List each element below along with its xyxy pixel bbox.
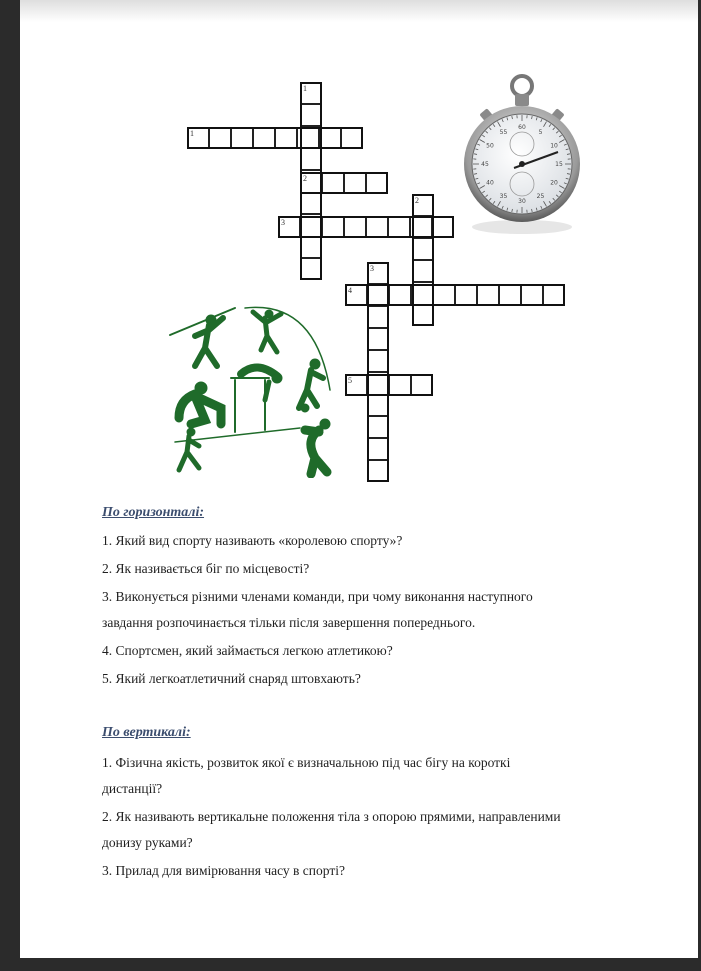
- stopwatch-numeral: 25: [536, 193, 545, 201]
- crossword-cell[interactable]: [231, 127, 253, 149]
- crossword-cell[interactable]: [367, 438, 389, 460]
- crossword-cell[interactable]: [410, 216, 432, 238]
- athletes-illustration: [165, 300, 335, 478]
- crossword-cell[interactable]: [319, 127, 341, 149]
- crossword-cell[interactable]: [521, 284, 543, 306]
- stopwatch-image: [456, 72, 586, 237]
- document-page: [20, 0, 698, 958]
- horizontal-clue-4: 4. Спортсмен, який займається легкою атлетикою?: [102, 643, 393, 658]
- stopwatch-numeral: 40: [486, 179, 494, 187]
- crossword-cell[interactable]: [412, 260, 434, 282]
- crossword-cell[interactable]: [477, 284, 499, 306]
- crossword-cell[interactable]: [367, 284, 389, 306]
- horizontal-clue-1: 1. Який вид спорту називають «королевою спорту»?: [102, 533, 403, 548]
- crossword-cell[interactable]: [344, 172, 366, 194]
- horizontal-clue-3-cont: завдання розпочинається тільки після завершення попереднього.: [102, 615, 476, 630]
- crossword-cell[interactable]: [455, 284, 477, 306]
- crossword-cell[interactable]: [433, 284, 455, 306]
- crossword-cell[interactable]: [322, 216, 344, 238]
- stopwatch-numeral: 45: [481, 161, 489, 168]
- discus-thrower-figure: [301, 404, 330, 474]
- page-top-shadow: [20, 0, 698, 22]
- crossword-cell[interactable]: [499, 284, 521, 306]
- crossword-number-h4: 4: [348, 286, 352, 295]
- crossword-cell[interactable]: [300, 148, 322, 170]
- crossword-number-h1: 1: [190, 129, 194, 138]
- horizontal-clue-5: 5. Який легкоатлетичний снаряд штовхають?: [102, 671, 361, 686]
- shot-putter-figure: [299, 359, 323, 408]
- stopwatch-numeral: 30: [518, 198, 526, 205]
- vertical-clue-3: 3. Прилад для вимірювання часу в спорті?: [102, 863, 345, 878]
- crossword-number-h5: 5: [348, 376, 352, 385]
- crossword-cell[interactable]: [300, 236, 322, 258]
- sprinter-figure: [175, 428, 300, 470]
- crossword-cell[interactable]: [300, 104, 322, 126]
- stopwatch-numeral: 55: [499, 128, 508, 136]
- crossword-cell[interactable]: [322, 172, 344, 194]
- high-jumper-figure: [231, 367, 282, 432]
- crossword-cell[interactable]: [367, 374, 389, 396]
- stopwatch-numeral: 35: [499, 193, 508, 201]
- crossword-cell[interactable]: [275, 127, 297, 149]
- vertical-clue-1: 1. Фізична якість, розвиток якої є визначальною під час бігу на короткі: [102, 755, 511, 770]
- crossword-cell[interactable]: [367, 394, 389, 416]
- crossword-cell[interactable]: [432, 216, 454, 238]
- vertical-clue-2-cont: донизу руками?: [102, 835, 193, 850]
- stopwatch-numeral: 5: [538, 128, 543, 136]
- crossword-number-v3: 3: [370, 264, 374, 273]
- crossword-cell[interactable]: [300, 216, 322, 238]
- stopwatch-numeral: 60: [518, 124, 526, 131]
- javelin-thrower-figure: [170, 308, 235, 366]
- vertical-heading: По вертикалі:: [102, 725, 191, 740]
- crossword-cell[interactable]: [367, 350, 389, 372]
- crossword-cell[interactable]: [253, 127, 275, 149]
- stopwatch-numeral: 20: [550, 179, 558, 187]
- crossword-cell[interactable]: [388, 216, 410, 238]
- crossword-cell[interactable]: [300, 258, 322, 280]
- crossword-cell[interactable]: [543, 284, 565, 306]
- crossword-cell[interactable]: [297, 127, 319, 149]
- crossword-cell[interactable]: [209, 127, 231, 149]
- horizontal-clue-3: 3. Виконується різними членами команди, при чому виконання наступного: [102, 589, 533, 604]
- stopwatch-numeral: 15: [555, 161, 563, 168]
- stopwatch-numeral: 50: [486, 142, 494, 150]
- crossword-cell[interactable]: [366, 216, 388, 238]
- crossword-cell[interactable]: [366, 172, 388, 194]
- crossword-cell[interactable]: [367, 416, 389, 438]
- crossword-cell[interactable]: [412, 304, 434, 326]
- crossword-number-v2: 2: [415, 196, 419, 205]
- crossword-cell[interactable]: [389, 374, 411, 396]
- crossword-number-v1: 1: [303, 84, 307, 93]
- horizontal-clue-2: 2. Як називається біг по місцевості?: [102, 561, 310, 576]
- crossword-number-h2: 2: [303, 174, 307, 183]
- crossword-number-h3: 3: [281, 218, 285, 227]
- crossword-cell[interactable]: [367, 460, 389, 482]
- crossword-cell[interactable]: [389, 284, 411, 306]
- vertical-clue-2: 2. Як називають вертикальне положення тіла з опорою прямими, направленими: [102, 809, 561, 824]
- crossword-cell[interactable]: [344, 216, 366, 238]
- stopwatch-numeral: 10: [550, 142, 558, 150]
- crossword-cell[interactable]: [411, 374, 433, 396]
- crossword-cell[interactable]: [411, 284, 433, 306]
- horizontal-heading: По горизонталі:: [102, 505, 205, 520]
- crossword-cell[interactable]: [367, 328, 389, 350]
- crossword-cell[interactable]: [300, 192, 322, 214]
- long-jumper-figure: [179, 382, 221, 424]
- crossword-cell[interactable]: [367, 306, 389, 328]
- crossword-cell[interactable]: [412, 238, 434, 260]
- vertical-clue-1-cont: дистанції?: [102, 781, 163, 796]
- crossword-cell[interactable]: [341, 127, 363, 149]
